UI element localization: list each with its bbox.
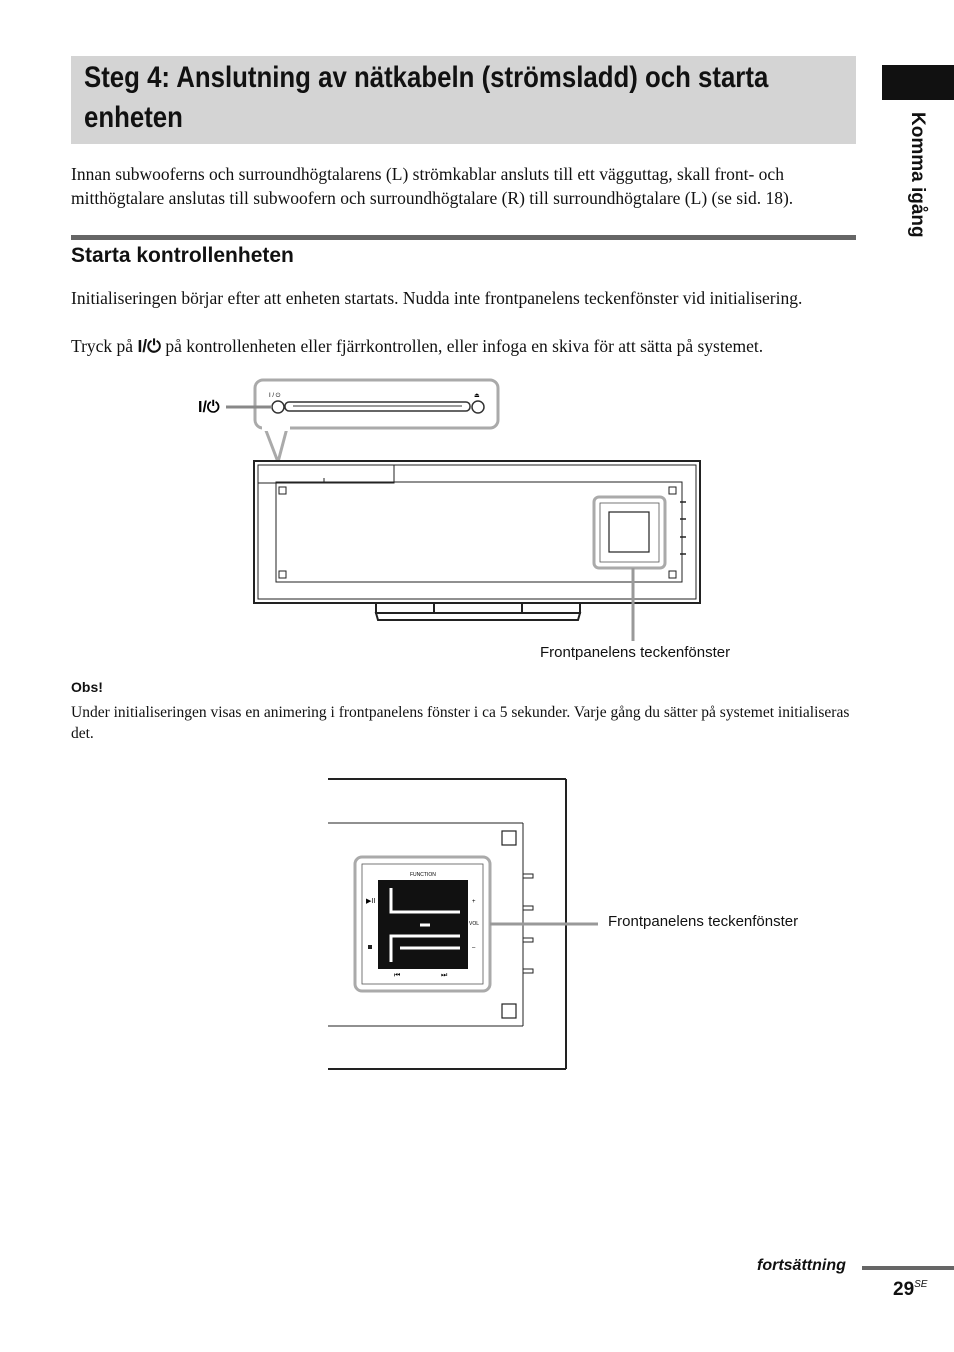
body-paragraph-1: Initialiseringen börjar efter att enheten startats. Nudda inte frontpanelens teckenfönster vid initialisering.: [71, 288, 803, 308]
svg-text:⏏: ⏏: [474, 393, 480, 399]
intro-paragraph: Innan subwooferns och surroundhögtalarens (L) strömkablar ansluts till ett vägguttag, skall front- och mitthögtalare anslutas till subwoofern och surroundhögtalare (R) till surroundhögtalare (L) (se sid. 18).: [71, 164, 794, 208]
section-heading: Starta kontrollenheten: [71, 244, 294, 267]
continued-label: fortsättning: [757, 1257, 846, 1274]
callout-pointer: [265, 428, 287, 462]
play-pause-icon: ▶II: [366, 898, 376, 905]
note-heading: Obs!: [71, 679, 103, 695]
page-number: $29^{SE}$: [893, 1279, 928, 1300]
eject-button: [472, 401, 484, 413]
power-button: [272, 401, 284, 413]
next-icon: ⏭: [441, 972, 448, 979]
note-text: Under initialiseringen visas en animering i frontpanelens fönster i ca 5 sekunder. Varje gång du sätter på systemet initialiseras det.: [71, 704, 850, 742]
continued-line: [862, 1266, 954, 1270]
vol-label: VOL: [469, 921, 480, 927]
power-label: I/⏻: [198, 399, 220, 416]
figure1-caption: Frontpanelens teckenfönster: [540, 644, 731, 661]
figure2-caption: Frontpanelens teckenfönster: [608, 913, 799, 930]
front-panel-highlight: [594, 497, 665, 568]
body-paragraph-2: Tryck på I/⏻ på kontrollenheten eller fjärrkontrollen, eller infoga en skiva för att sätta på systemet.: [71, 336, 764, 356]
unit-stand: [376, 613, 580, 620]
previous-icon: ⏮: [394, 972, 401, 979]
function-label: FUNCTION: [410, 872, 436, 878]
power-symbol: I/⏻: [137, 336, 162, 356]
vol-plus: +: [472, 899, 476, 905]
svg-text:I / ⏻: I / ⏻: [269, 393, 281, 399]
section-tab-label: Komma igång: [907, 112, 928, 238]
page-title: Steg 4: Anslutning av nätkabeln (strömsladd) och starta enheten: [84, 61, 769, 134]
vol-minus: –: [472, 945, 476, 951]
stop-icon: [368, 945, 372, 949]
